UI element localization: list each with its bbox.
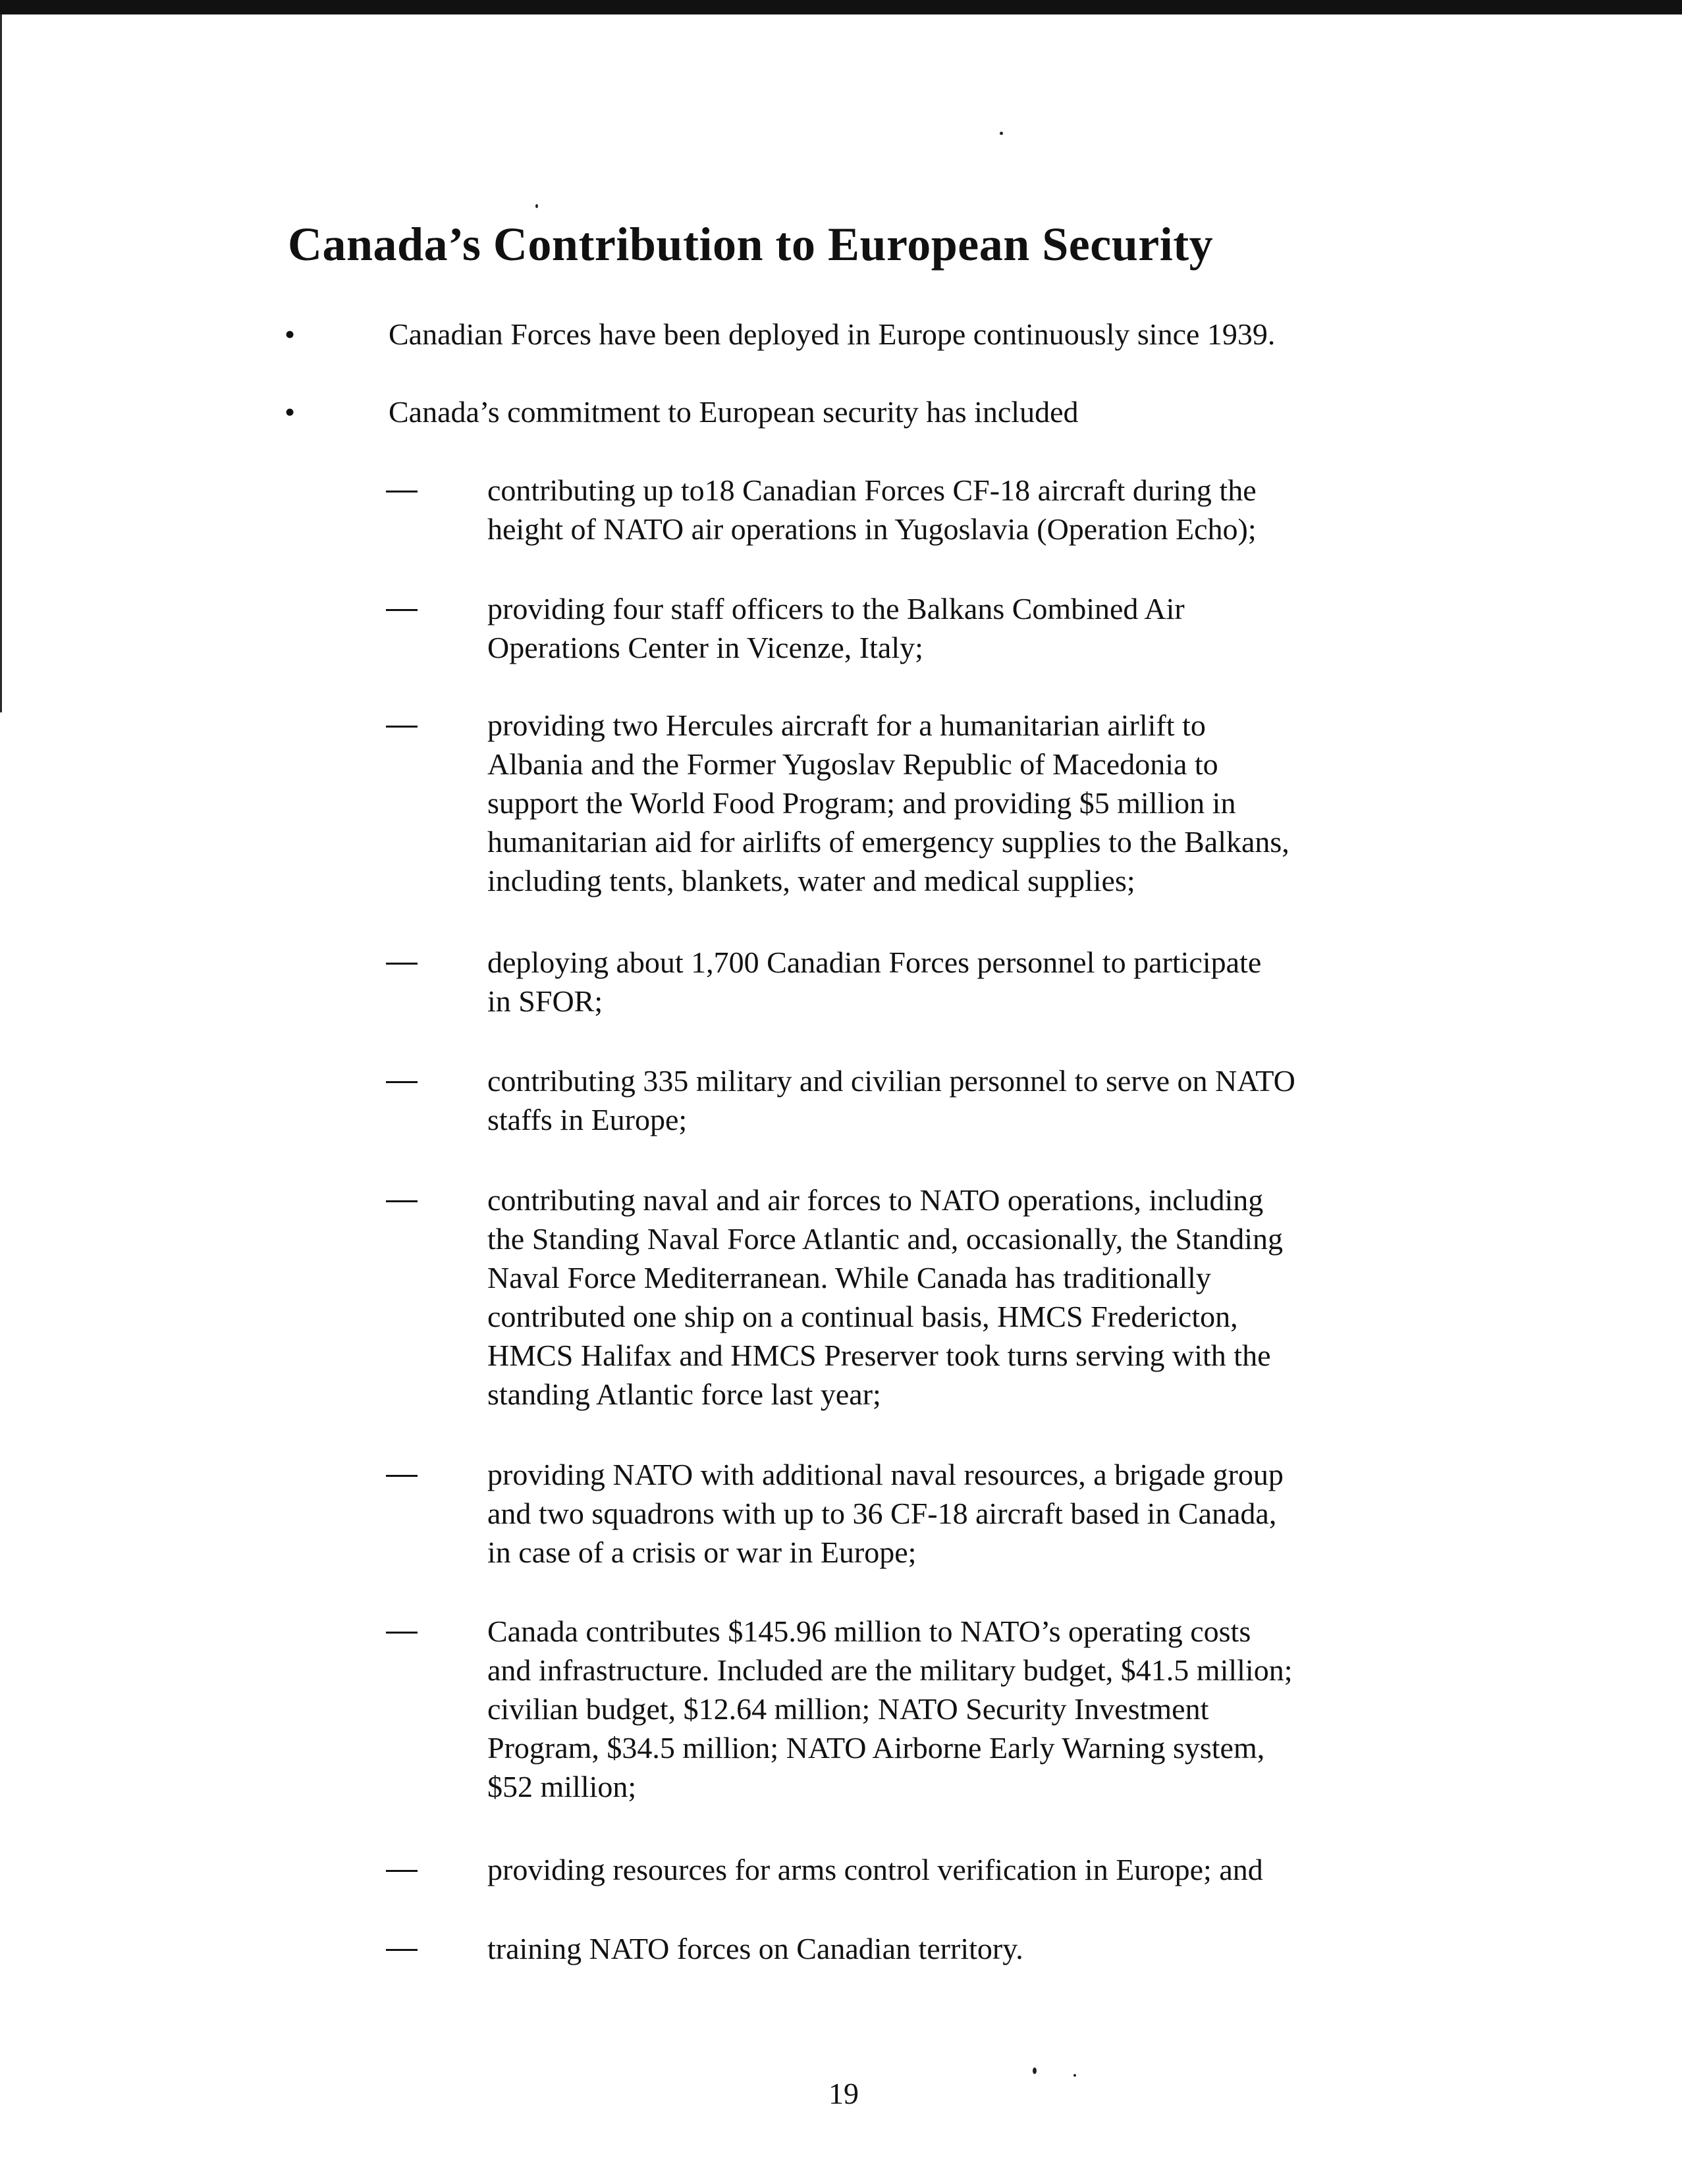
- list-item-line: standing Atlantic force last year;: [487, 1377, 881, 1411]
- dash-marker: [386, 1870, 418, 1872]
- list-item-line: contributing up to18 Canadian Forces CF-18 aircraft during the: [487, 473, 1257, 507]
- list-item-line: $52 million;: [487, 1770, 637, 1803]
- list-item-line: contributed one ship on a continual basis, HMCS Fredericton,: [487, 1300, 1238, 1333]
- scan-speck: [535, 204, 538, 208]
- list-item-line: contributing naval and air forces to NATO operations, including: [487, 1183, 1264, 1217]
- list-item: [487, 1181, 1283, 1414]
- list-item-line: providing two Hercules aircraft for a humanitarian airlift to: [487, 708, 1206, 742]
- bullet-text: Canada’s commitment to European security has included: [389, 395, 1079, 429]
- scan-speck: [1033, 2067, 1037, 2074]
- list-item-line: the Standing Naval Force Atlantic and, occasionally, the Standing: [487, 1222, 1284, 1256]
- list-item-line: providing four staff officers to the Balkans Combined Air: [487, 592, 1185, 626]
- bullet-marker: •: [285, 395, 296, 429]
- page-title: Canada’s Contribution to European Security: [288, 218, 1214, 271]
- list-item-line: Operations Center in Vicenze, Italy;: [487, 631, 923, 664]
- list-item-line: Canada contributes $145.96 million to NATO’s operating costs: [487, 1614, 1251, 1648]
- dash-marker: [386, 963, 418, 965]
- list-item: [487, 1455, 1284, 1572]
- dash-marker: [386, 1200, 418, 1202]
- list-item: [487, 943, 1261, 1021]
- list-item-line: providing NATO with additional naval resources, a brigade group: [487, 1458, 1284, 1491]
- list-item-line: Albania and the Former Yugoslav Republic of Macedonia to: [487, 747, 1218, 781]
- list-item-line: deploying about 1,700 Canadian Forces personnel to participate: [487, 946, 1262, 979]
- list-item: [487, 589, 1185, 667]
- list-item-line: civilian budget, $12.64 million; NATO Security Investment: [487, 1692, 1209, 1726]
- list-item-line: training NATO forces on Canadian territory.: [487, 1932, 1023, 1965]
- dash-marker: [386, 726, 418, 728]
- list-item-line: including tents, blankets, water and medical supplies;: [487, 864, 1135, 897]
- dash-marker: [386, 1632, 418, 1634]
- scan-left-edge: [0, 14, 2, 712]
- list-item: [487, 471, 1257, 548]
- list-item-line: humanitarian aid for airlifts of emergency supplies to the Balkans,: [487, 825, 1289, 859]
- list-item-line: providing resources for arms control verification in Europe; and: [487, 1853, 1263, 1886]
- list-item: [487, 1850, 1263, 1889]
- scan-speck: [1000, 132, 1003, 135]
- list-item: [487, 706, 1289, 900]
- scan-top-edge: [0, 0, 1682, 14]
- dash-marker: [386, 1475, 418, 1477]
- list-item-line: support the World Food Program; and providing $5 million in: [487, 786, 1236, 820]
- list-item: [487, 1929, 1023, 1968]
- list-item-line: and infrastructure. Included are the military budget, $41.5 million;: [487, 1653, 1293, 1687]
- list-item-line: contributing 335 military and civilian personnel to serve on NATO: [487, 1064, 1295, 1098]
- page-number: 19: [828, 2077, 859, 2110]
- bullet-text: Canadian Forces have been deployed in Europe continuously since 1939.: [389, 317, 1276, 351]
- list-item: [487, 1061, 1295, 1139]
- list-item-line: Naval Force Mediterranean. While Canada has traditionally: [487, 1261, 1211, 1294]
- dash-marker: [386, 1949, 418, 1951]
- list-item-line: in SFOR;: [487, 984, 603, 1018]
- dash-marker: [386, 609, 418, 611]
- dash-marker: [386, 1081, 418, 1083]
- list-item-line: staffs in Europe;: [487, 1103, 688, 1136]
- list-item-line: height of NATO air operations in Yugoslavia (Operation Echo);: [487, 512, 1257, 546]
- dash-marker: [386, 491, 418, 493]
- list-item-line: in case of a crisis or war in Europe;: [487, 1535, 917, 1569]
- list-item: [487, 1612, 1292, 1806]
- list-item-line: and two squadrons with up to 36 CF-18 aircraft based in Canada,: [487, 1497, 1277, 1530]
- bullet-marker: •: [285, 317, 296, 351]
- scan-speck: [1073, 2074, 1076, 2077]
- list-item-line: Program, $34.5 million; NATO Airborne Early Warning system,: [487, 1731, 1265, 1765]
- list-item-line: HMCS Halifax and HMCS Preserver took turns serving with the: [487, 1339, 1271, 1372]
